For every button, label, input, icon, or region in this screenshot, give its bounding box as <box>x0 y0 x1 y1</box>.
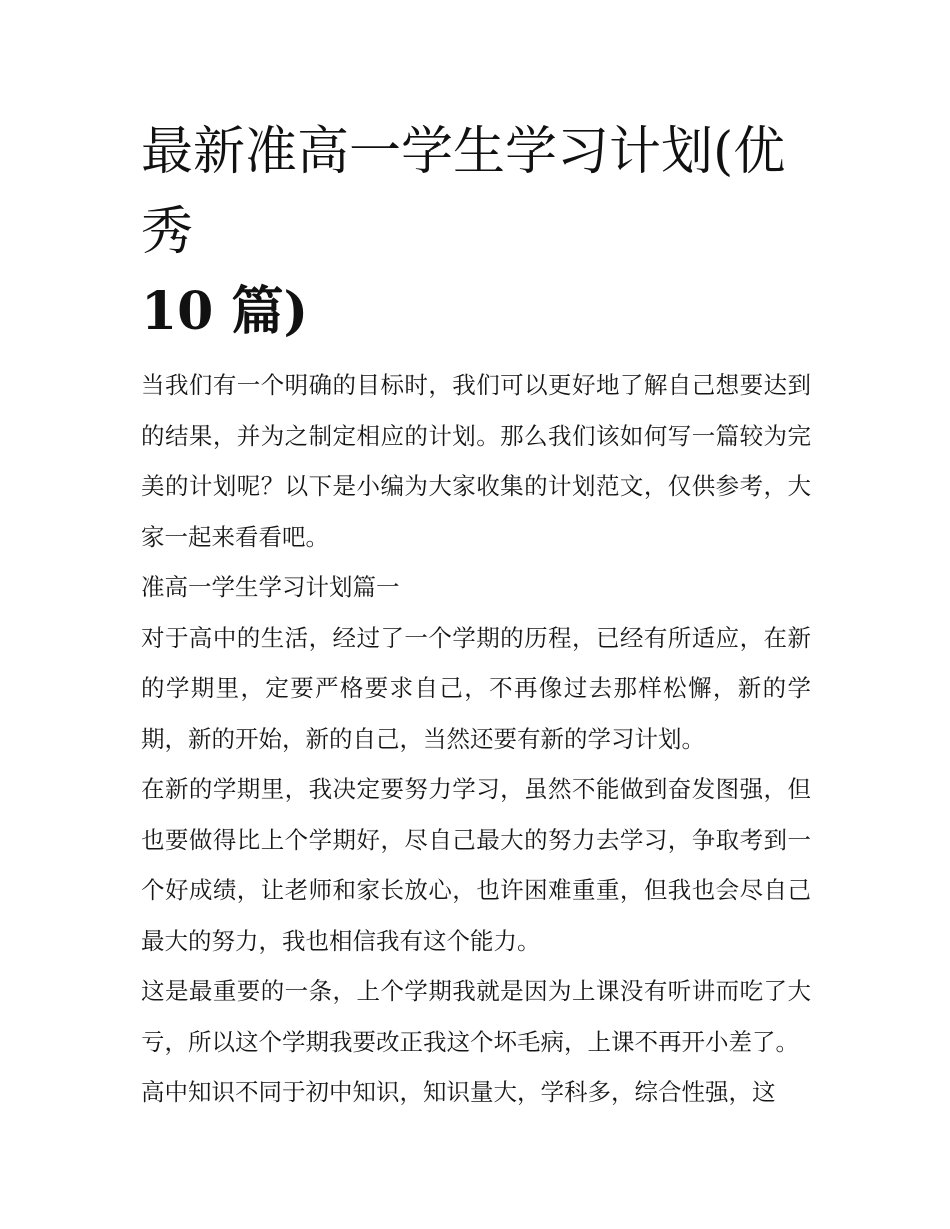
body-paragraph-1: 对于高中的生活，经过了一个学期的历程，已经有所适应，在新的学期里，定要严格要求自己，不再像过去那样松懈，新的学期，新的开始，新的自己，当然还要有新的学习计划。 <box>141 623 811 753</box>
document-body <box>141 360 811 1118</box>
document-title-main: 最新准高一学生学习计划(优秀 <box>141 122 786 262</box>
document-content <box>141 112 811 1118</box>
section-heading: 准高一学生学习计划篇一 <box>141 573 400 601</box>
intro-paragraph: 当我们有一个明确的目标时，我们可以更好地了解自己想要达到的结果，并为之制定相应的计划。那么我们该如何写一篇较为完美的计划呢？以下是小编为大家收集的计划范文，仅供参考，大家一起来看看吧。 <box>141 371 811 551</box>
document-title-tail: 10 篇) <box>141 281 309 342</box>
body-paragraph-2: 在新的学期里，我决定要努力学习，虽然不能做到奋发图强，但也要做得比上个学期好，尽自己最大的努力去学习，争取考到一个好成绩，让老师和家长放心，也许困难重重，但我也会尽自己最大的努力，我也相信我有这个能力。 <box>141 775 811 955</box>
body-paragraph-4: 高中知识不同于初中知识，知识量大，学科多，综合性强，这 <box>141 1078 776 1106</box>
body-paragraph-3: 这是最重要的一条，上个学期我就是因为上课没有听讲而吃了大亏，所以这个学期我要改正我这个坏毛病，上课不再开小差了。 <box>141 977 811 1056</box>
document-title <box>141 112 811 352</box>
